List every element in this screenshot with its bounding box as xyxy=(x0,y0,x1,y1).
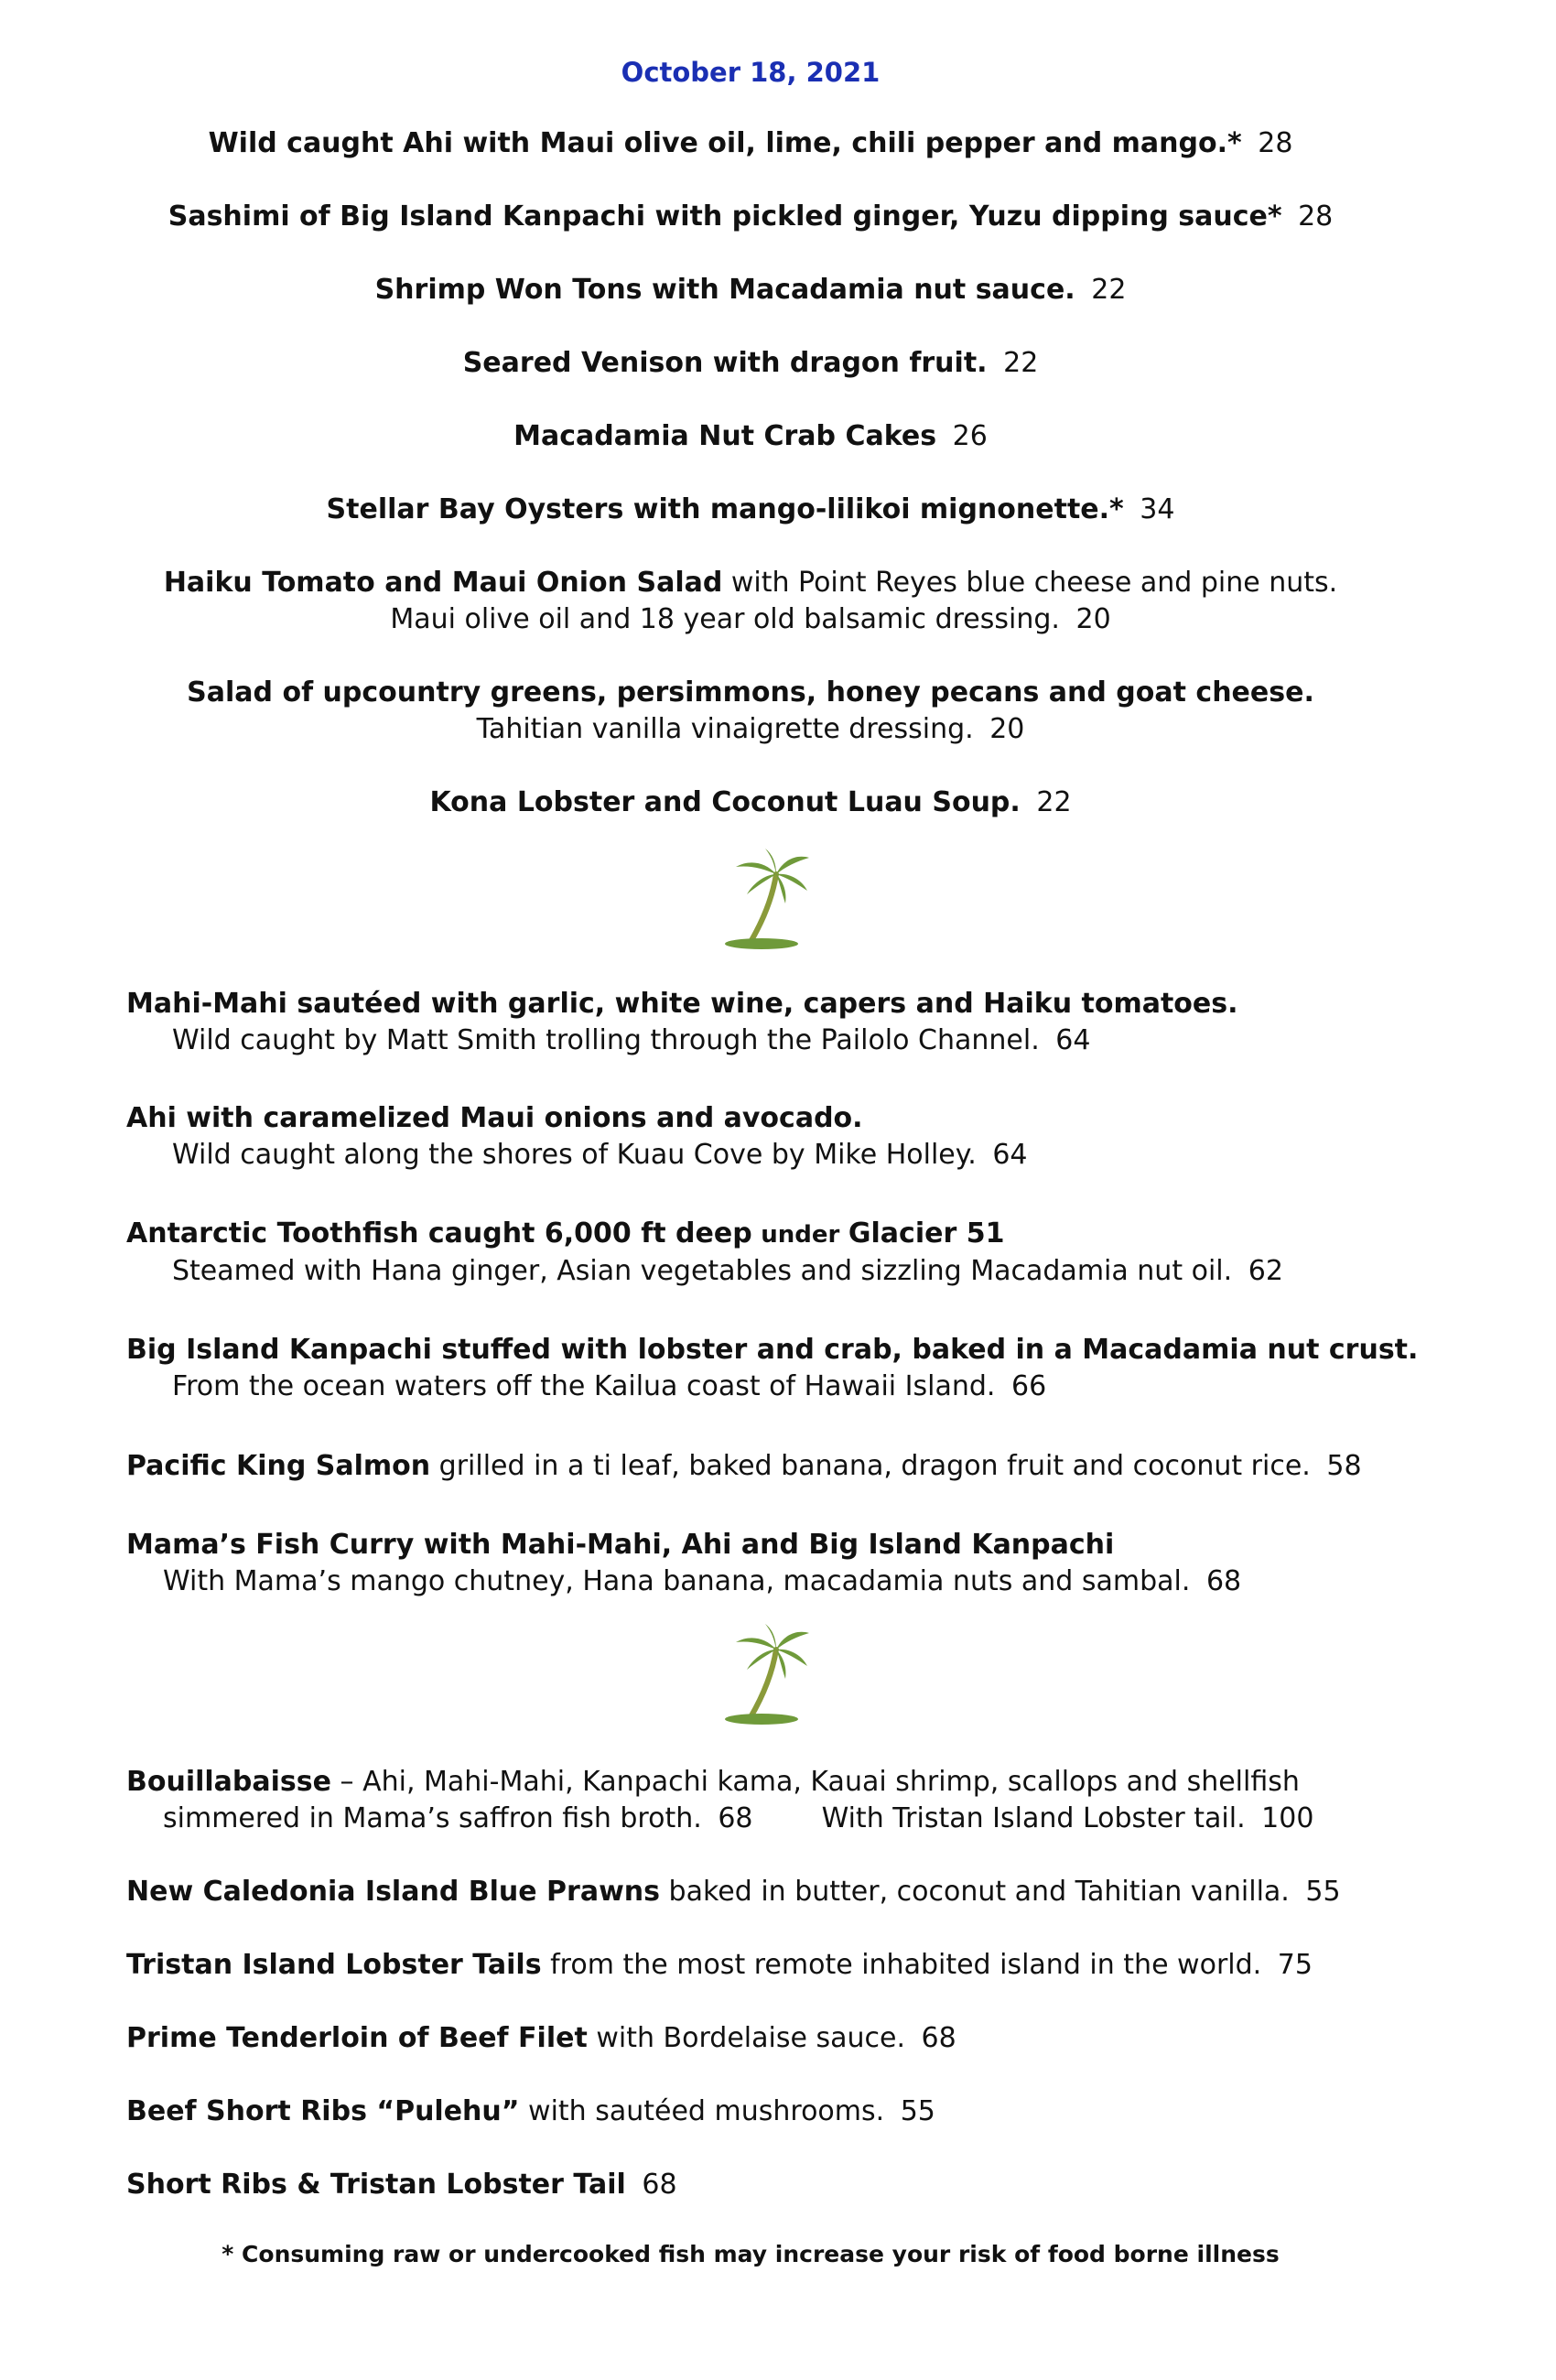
item-price: 62 xyxy=(1248,1255,1283,1287)
menu-item xyxy=(126,986,1426,1059)
menu-item xyxy=(126,1216,1426,1290)
item-description-line2: From the ocean waters off the Kailua coast of Hawaii Island. xyxy=(172,1370,996,1402)
item-name: Kona Lobster and Coconut Luau Soup. xyxy=(429,786,1021,818)
item-price: 20 xyxy=(1075,603,1111,635)
item-name: Ahi with caramelized Maui onions and avocado. xyxy=(126,1102,863,1134)
item-name: Wild caught Ahi with Maui olive oil, lime, chili pepper and mango.* xyxy=(208,127,1242,159)
menu-item xyxy=(126,1527,1426,1600)
menu-date: October 18, 2021 xyxy=(621,57,881,88)
item-price: 75 xyxy=(1277,1949,1313,1981)
item-price: 22 xyxy=(1003,347,1039,379)
menu-item xyxy=(126,1332,1426,1405)
menu-item xyxy=(126,1764,1426,1837)
item-name: Seared Venison with dragon fruit. xyxy=(462,347,988,379)
item-extra: With Tristan Island Lobster tail. xyxy=(821,1802,1246,1834)
item-name: Bouillabaisse xyxy=(126,1766,331,1798)
item-price: 28 xyxy=(1258,127,1293,159)
item-price: 55 xyxy=(900,2095,935,2127)
item-price: 64 xyxy=(1055,1024,1091,1056)
item-price: 68 xyxy=(718,1802,753,1834)
item-price: 28 xyxy=(1298,200,1334,233)
item-price: 22 xyxy=(1091,274,1127,306)
menu-item xyxy=(126,2020,1426,2057)
menu-item xyxy=(126,2093,1426,2130)
menu-item xyxy=(0,565,1501,638)
item-description: baked in butter, coconut and Tahitian vanilla. xyxy=(668,1876,1290,1908)
raw-fish-disclaimer: * Consuming raw or undercooked fish may increase your risk of food borne illness xyxy=(222,2241,1280,2267)
menu-item xyxy=(0,199,1501,235)
item-price: 58 xyxy=(1326,1450,1362,1482)
item-description: – Ahi, Mahi-Mahi, Kanpachi kama, Kauai shrimp, scallops and shellfish xyxy=(340,1766,1300,1798)
item-description-line2: Maui olive oil and 18 year old balsamic dressing. xyxy=(390,603,1060,635)
item-name: Short Ribs & Tristan Lobster Tail xyxy=(126,2169,626,2201)
item-description-line2: Wild caught along the shores of Kuau Cove by Mike Holley. xyxy=(172,1139,977,1171)
menu-item xyxy=(0,345,1501,382)
palm-tree-icon xyxy=(723,1622,815,1732)
item-name: Stellar Bay Oysters with mango-lilikoi mignonette.* xyxy=(326,493,1124,525)
item-description: with sautéed mushrooms. xyxy=(528,2095,885,2127)
item-name: New Caledonia Island Blue Prawns xyxy=(126,1876,660,1908)
menu-item xyxy=(126,1947,1426,1984)
item-price: 64 xyxy=(992,1139,1028,1171)
menu-item xyxy=(0,125,1501,162)
item-name: Haiku Tomato and Maui Onion Salad xyxy=(163,567,723,599)
item-name: Mama’s Fish Curry with Mahi-Mahi, Ahi and Big Island Kanpachi xyxy=(126,1529,1115,1561)
item-price: 68 xyxy=(1205,1565,1242,1597)
item-name: Macadamia Nut Crab Cakes xyxy=(513,420,937,452)
item-name: Sashimi of Big Island Kanpachi with pickled ginger, Yuzu dipping sauce* xyxy=(167,200,1282,233)
item-price: 20 xyxy=(989,713,1025,745)
menu-item xyxy=(0,492,1501,528)
menu-item xyxy=(0,675,1501,748)
item-description-line2: simmered in Mama’s saffron fish broth. xyxy=(163,1802,702,1834)
item-description: with Bordelaise sauce. xyxy=(596,2022,905,2054)
menu-item xyxy=(126,1874,1426,1910)
menu-item xyxy=(0,272,1501,308)
item-description: with Point Reyes blue cheese and pine nuts. xyxy=(730,567,1338,599)
item-name: Pacific King Salmon xyxy=(126,1450,431,1482)
item-name: Mahi-Mahi sautéed with garlic, white wine, capers and Haiku tomatoes. xyxy=(126,988,1238,1020)
item-name: Shrimp Won Tons with Macadamia nut sauce. xyxy=(374,274,1075,306)
item-name: Beef Short Ribs “Pulehu” xyxy=(126,2095,520,2127)
item-description-line2: With Mama’s mango chutney, Hana banana, macadamia nuts and sambal. xyxy=(163,1565,1191,1597)
item-name: Prime Tenderloin of Beef Filet xyxy=(126,2022,588,2054)
item-description-line2: Tahitian vanilla vinaigrette dressing. xyxy=(476,713,974,745)
item-extra-price: 100 xyxy=(1261,1802,1314,1834)
item-name: Salad of upcountry greens, persimmons, honey pecans and goat cheese. xyxy=(187,676,1314,709)
item-description: from the most remote inhabited island in the world. xyxy=(550,1949,1262,1981)
menu-item xyxy=(126,1100,1426,1174)
item-price: 66 xyxy=(1011,1370,1047,1402)
item-description: grilled in a ti leaf, baked banana, dragon fruit and coconut rice. xyxy=(438,1450,1311,1482)
item-price: 34 xyxy=(1140,493,1175,525)
menu-item xyxy=(126,2167,1426,2203)
menu-item xyxy=(126,1448,1426,1485)
item-description-line2: Steamed with Hana ginger, Asian vegetables and sizzling Macadamia nut oil. xyxy=(172,1255,1233,1287)
menu-item xyxy=(0,784,1501,821)
item-price: 68 xyxy=(921,2022,956,2054)
item-name-end: Glacier 51 xyxy=(848,1217,1005,1250)
item-description-line2: Wild caught by Matt Smith trolling through the Pailolo Channel. xyxy=(172,1024,1040,1056)
item-name-small: under xyxy=(761,1221,840,1249)
item-name: Tristan Island Lobster Tails xyxy=(126,1949,542,1981)
item-name: Big Island Kanpachi stuffed with lobster and crab, baked in a Macadamia nut crust. xyxy=(126,1334,1419,1366)
item-name: Antarctic Toothfish caught 6,000 ft deep xyxy=(126,1217,752,1250)
item-price: 68 xyxy=(642,2169,677,2201)
item-price: 22 xyxy=(1036,786,1072,818)
item-price: 26 xyxy=(952,420,988,452)
palm-tree-icon xyxy=(723,847,815,957)
item-price: 55 xyxy=(1305,1876,1341,1908)
menu-item xyxy=(0,418,1501,455)
